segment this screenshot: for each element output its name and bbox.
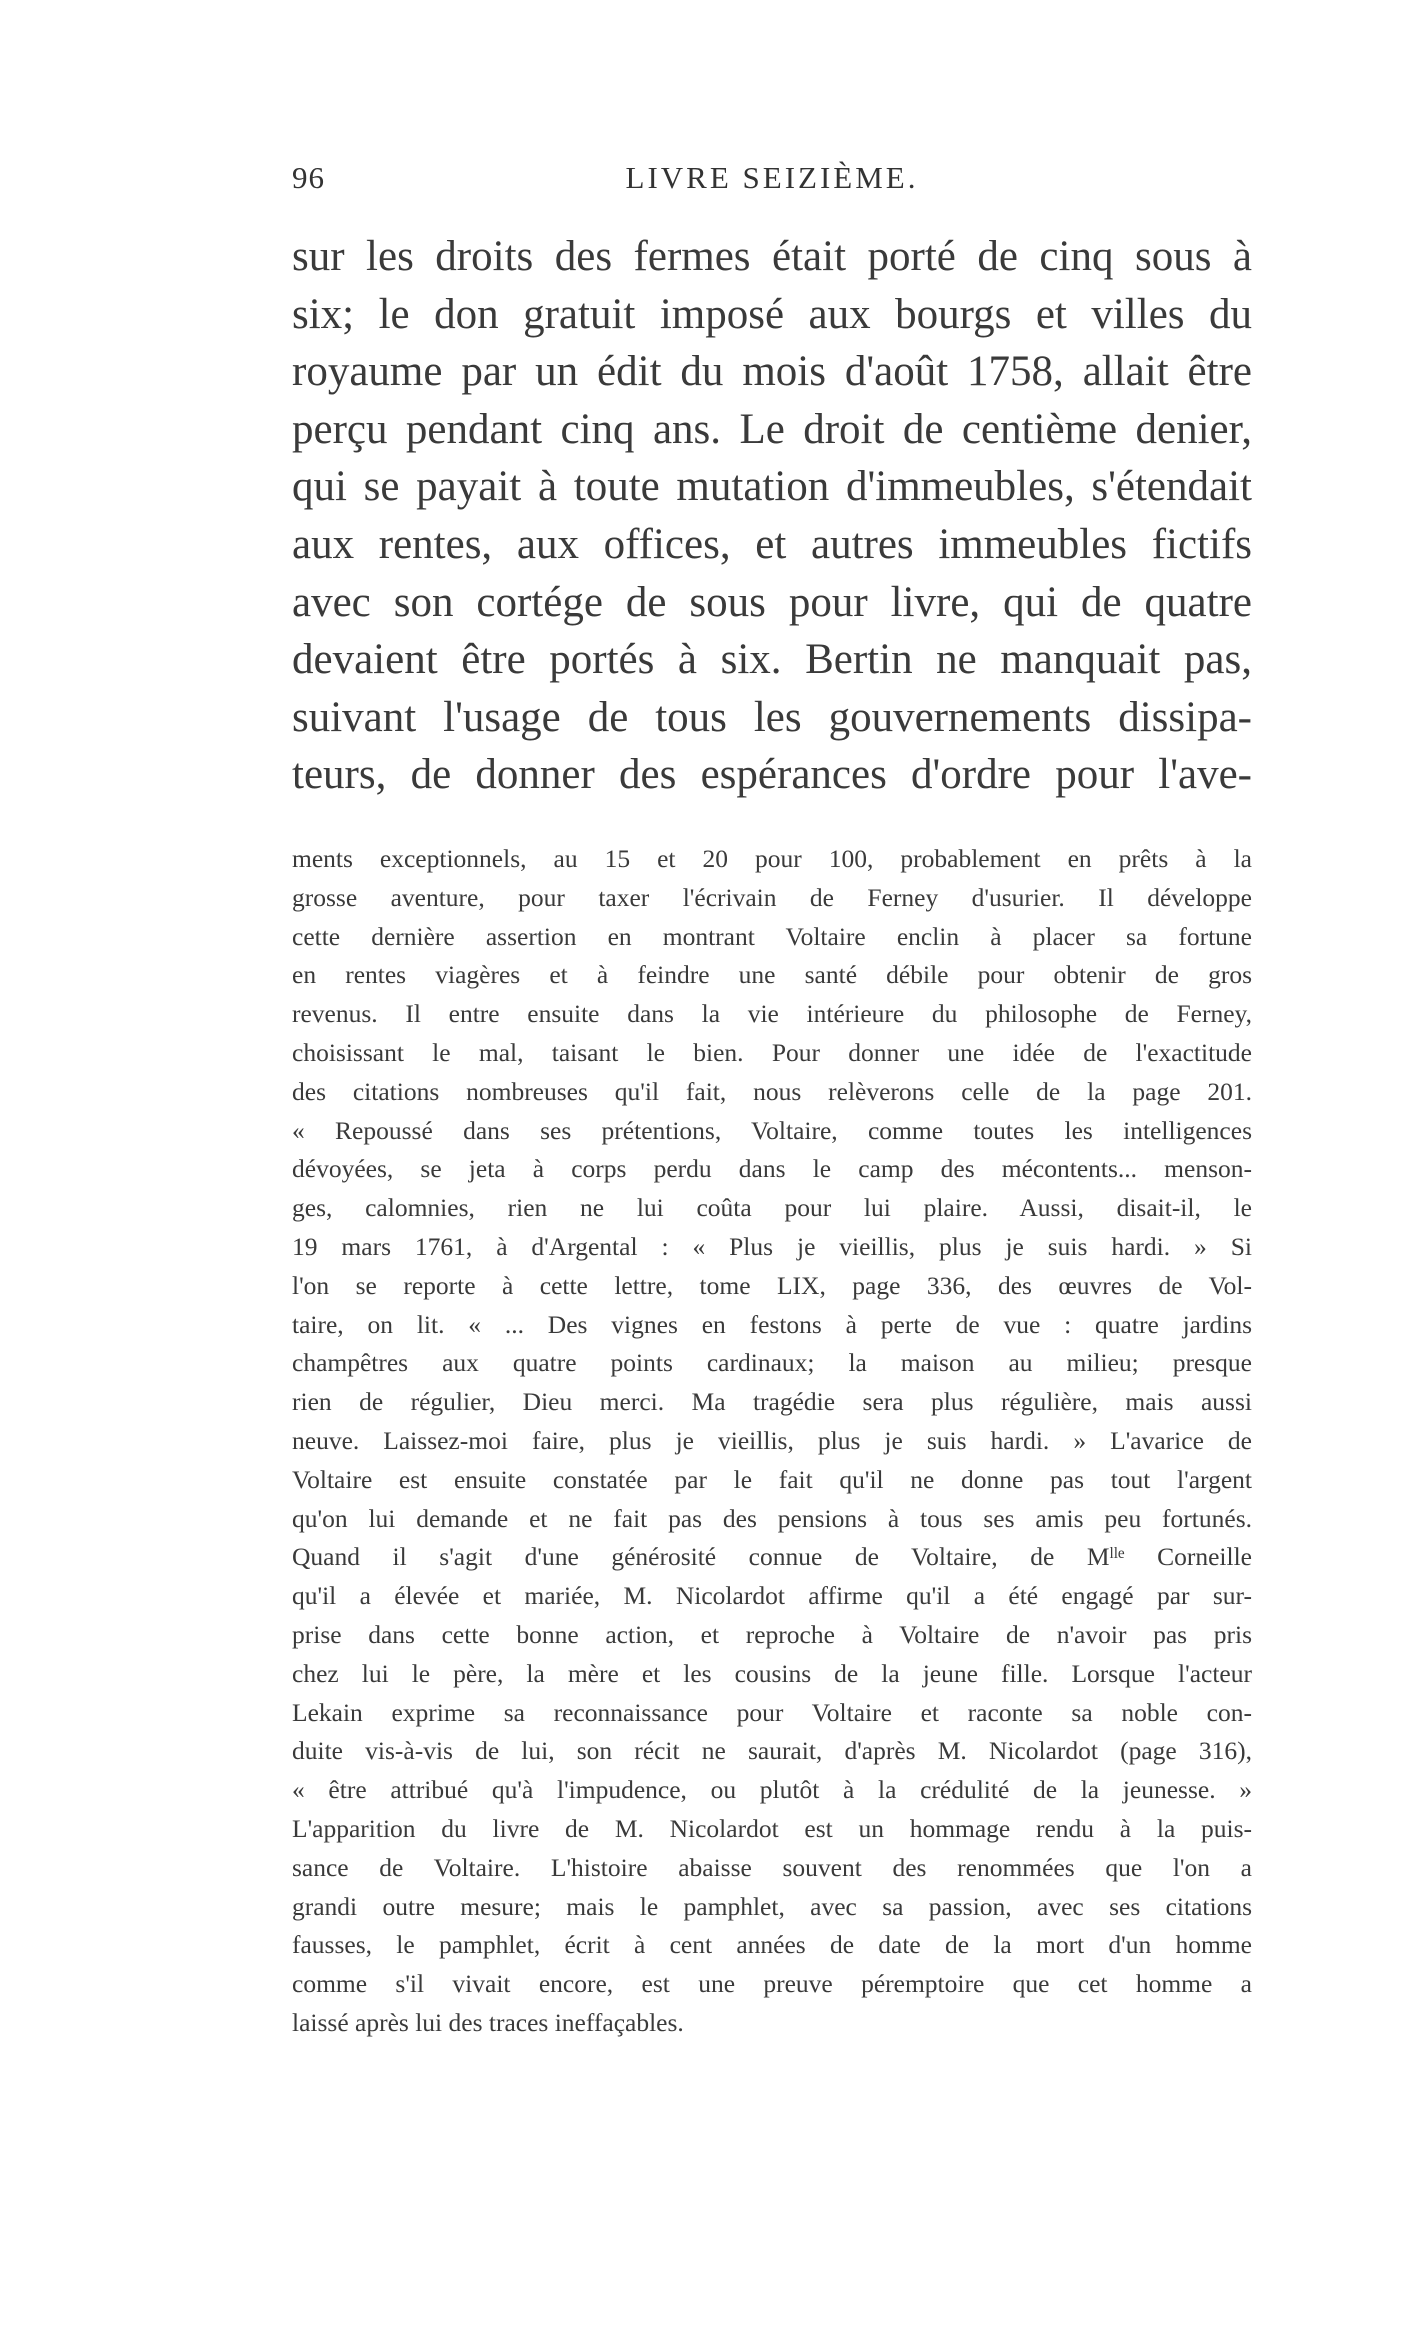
running-title: LIVRE SEIZIÈME. bbox=[625, 160, 919, 195]
footnote-line: champêtres aux quatre points cardinaux; la maison au milieu; presque bbox=[292, 1348, 1252, 1378]
footnote-text bbox=[292, 840, 1252, 2043]
body-line: devaient être portés à six. Bertin ne manquait pas, bbox=[292, 636, 1252, 684]
body-line: avec son cortége de sous pour livre, qui de quatre bbox=[292, 578, 1252, 626]
body-line: qui se payait à toute mutation d'immeubles, s'étendait bbox=[292, 463, 1252, 511]
body-line: suivant l'usage de tous les gouvernements dissipa- bbox=[292, 693, 1252, 741]
footnote-line: ges, calomnies, rien ne lui coûta pour lui plaire. Aussi, disait-il, le bbox=[292, 1193, 1252, 1223]
footnote-line: Voltaire est ensuite constatée par le fait qu'il ne donne pas tout l'argent bbox=[292, 1464, 1252, 1494]
body-line: aux rentes, aux offices, et autres immeubles fictifs bbox=[292, 520, 1252, 568]
footnote-line: laissé après lui des traces ineffaçables. bbox=[292, 2007, 684, 2037]
footnote-line: chez lui le père, la mère et les cousins de la jeune fille. Lorsque l'acteur bbox=[292, 1658, 1252, 1688]
footnote-line: grandi outre mesure; mais le pamphlet, avec sa passion, avec ses citations bbox=[292, 1891, 1252, 1921]
footnote-line: neuve. Laissez-moi faire, plus je vieillis, plus je suis hardi. » L'avarice de bbox=[292, 1425, 1252, 1455]
body-line: royaume par un édit du mois d'août 1758, allait être bbox=[292, 348, 1252, 396]
footnote-line: ments exceptionnels, au 15 et 20 pour 100, probablement en prêts à la bbox=[292, 844, 1252, 873]
footnote-line: revenus. Il entre ensuite dans la vie intérieure du philosophe de Ferney, bbox=[292, 999, 1252, 1029]
body-line: teurs, de donner des espérances d'ordre pour l'ave- bbox=[292, 751, 1252, 799]
footnote-line: grosse aventure, pour taxer l'écrivain de Ferney d'usurier. Il développe bbox=[292, 882, 1252, 912]
footnote-line: prise dans cette bonne action, et reproche à Voltaire de n'avoir pas pris bbox=[292, 1619, 1252, 1649]
footnote-line: rien de régulier, Dieu merci. Ma tragédie sera plus régulière, mais aussi bbox=[292, 1387, 1252, 1417]
footnote-line: « être attribué qu'à l'impudence, ou plutôt à la crédulité de la jeunesse. » bbox=[292, 1775, 1252, 1805]
body-line: perçu pendant cinq ans. Le droit de centième denier, bbox=[292, 405, 1252, 453]
footnote-line: taire, on lit. « ... Des vignes en festons à perte de vue : quatre jardins bbox=[292, 1309, 1252, 1339]
footnote-line: Quand il s'agit d'une générosité connue de Voltaire, de Mˡˡᵉ Corneille bbox=[292, 1542, 1252, 1572]
body-line: sur les droits des fermes était porté de cinq sous à bbox=[292, 233, 1252, 280]
footnote-line: comme s'il vivait encore, est une preuve péremptoire que cet homme a bbox=[292, 1969, 1252, 1999]
page-number: 96 bbox=[292, 160, 325, 195]
footnote-line: l'on se reporte à cette lettre, tome LIX, page 336, des œuvres de Vol- bbox=[292, 1270, 1252, 1300]
footnote-line: des citations nombreuses qu'il fait, nous relèverons celle de la page 201. bbox=[292, 1076, 1252, 1106]
footnote-line: Lekain exprime sa reconnaissance pour Voltaire et raconte sa noble con- bbox=[292, 1697, 1252, 1727]
footnote-line: L'apparition du livre de M. Nicolardot est un hommage rendu à la puis- bbox=[292, 1813, 1252, 1843]
footnote-line: duite vis-à-vis de lui, son récit ne saurait, d'après M. Nicolardot (page 316), bbox=[292, 1736, 1252, 1766]
footnote-line: fausses, le pamphlet, écrit à cent années de date de la mort d'un homme bbox=[292, 1930, 1252, 1960]
footnote-line: qu'il a élevée et mariée, M. Nicolardot affirme qu'il a été engagé par sur- bbox=[292, 1581, 1252, 1611]
footnote-line: choisissant le mal, taisant le bien. Pour donner une idée de l'exactitude bbox=[292, 1037, 1252, 1067]
body-line: six; le don gratuit imposé aux bourgs et villes du bbox=[292, 290, 1252, 338]
footnote-line: dévoyées, se jeta à corps perdu dans le camp des mécontents... menson- bbox=[292, 1154, 1252, 1184]
footnote-line: qu'on lui demande et ne fait pas des pensions à tous ses amis peu fortunés. bbox=[292, 1503, 1252, 1533]
footnote-line: en rentes viagères et à feindre une santé débile pour obtenir de gros bbox=[292, 960, 1252, 990]
footnote-line: sance de Voltaire. L'histoire abaisse souvent des renommées que l'on a bbox=[292, 1852, 1252, 1882]
footnote-line: « Repoussé dans ses prétentions, Voltaire, comme toutes les intelligences bbox=[292, 1115, 1252, 1145]
footnote-line: 19 mars 1761, à d'Argental : « Plus je vieillis, plus je suis hardi. » Si bbox=[292, 1231, 1252, 1261]
footnote-line: cette dernière assertion en montrant Voltaire enclin à placer sa fortune bbox=[292, 921, 1252, 951]
page-header bbox=[292, 160, 1252, 200]
main-body-text bbox=[292, 228, 1252, 804]
